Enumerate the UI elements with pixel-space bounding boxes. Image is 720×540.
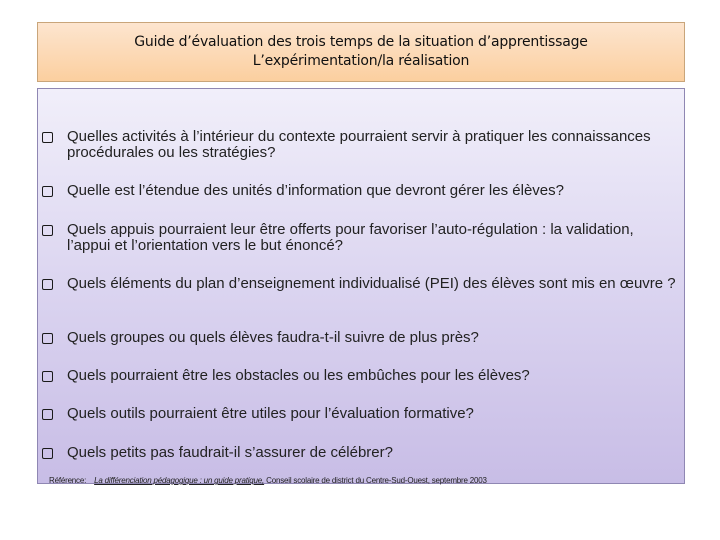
question-text: Quels outils pourraient être utiles pour l’évaluation formative? xyxy=(67,405,474,422)
checkbox-bullet-icon xyxy=(42,132,53,143)
question-item xyxy=(42,368,679,384)
question-text: Quels appuis pourraient leur être offerts pour favoriser l’auto-régulation : la validation, l’appui et l’orientation vers le but énoncé? xyxy=(67,221,634,254)
question-item xyxy=(42,129,679,161)
checkbox-bullet-icon xyxy=(42,279,53,290)
checkbox-bullet-icon xyxy=(42,333,53,344)
page-title: Guide d’évaluation des trois temps de la situation d’apprentissage xyxy=(134,34,588,50)
checkbox-bullet-icon xyxy=(42,371,53,382)
checkbox-bullet-icon xyxy=(42,409,53,420)
question-text: Quelles activités à l’intérieur du contexte pourraient servir à pratiquer les connaissances procédurales ou les stratégies? xyxy=(67,128,651,161)
question-text: Quels petits pas faudrait-il s’assurer de célébrer? xyxy=(67,444,393,461)
question-item xyxy=(42,330,679,346)
reference-note xyxy=(49,476,487,485)
page-subtitle: L’expérimentation/la réalisation xyxy=(252,53,470,69)
question-item xyxy=(42,406,679,422)
checkbox-bullet-icon xyxy=(42,225,53,236)
question-item xyxy=(42,445,679,461)
question-text: Quels pourraient être les obstacles ou les embûches pour les élèves? xyxy=(67,367,530,384)
reference-source: Conseil scolaire de district du Centre-Sud-Ouest, septembre 2003 xyxy=(264,476,487,485)
reference-title: La différenciation pédagogique : un guide pratique, xyxy=(94,476,265,485)
checkbox-bullet-icon xyxy=(42,448,53,459)
reference-label: Référence: xyxy=(49,476,87,485)
question-text: Quels éléments du plan d’enseignement individualisé (PEI) des élèves sont mis en œuvre ? xyxy=(67,275,676,292)
question-item xyxy=(42,222,679,254)
question-text: Quelle est l’étendue des unités d’information que devront gérer les élèves? xyxy=(67,182,564,199)
question-text: Quels groupes ou quels élèves faudra-t-il suivre de plus près? xyxy=(67,329,479,346)
question-item xyxy=(42,276,679,292)
questions-panel xyxy=(37,88,685,484)
checkbox-bullet-icon xyxy=(42,186,53,197)
question-item xyxy=(42,183,679,199)
title-banner xyxy=(37,22,685,82)
